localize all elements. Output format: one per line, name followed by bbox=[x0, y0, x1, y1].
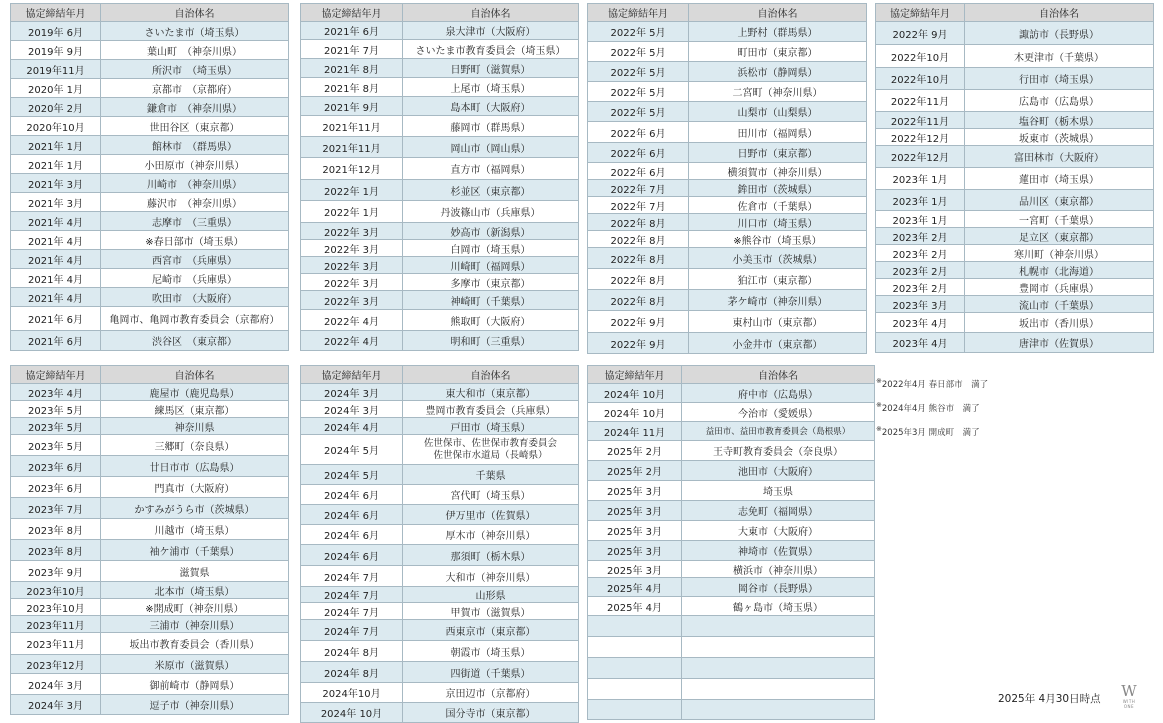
row-date: 2023年 2月 bbox=[876, 262, 965, 279]
row-date: 2024年 6月 bbox=[301, 505, 403, 525]
agreement-table-3 bbox=[587, 3, 867, 354]
row-date: 2025年 3月 bbox=[588, 481, 682, 501]
row-date: 2021年11月 bbox=[301, 116, 403, 137]
row-name: 藤岡市（群馬県） bbox=[403, 116, 579, 137]
row-date: 2022年 5月 bbox=[588, 62, 689, 82]
row-name: 塩谷町（栃木県） bbox=[965, 112, 1154, 129]
row-date: 2023年 5月 bbox=[11, 435, 101, 456]
row-name: 国分寺市（東京都） bbox=[403, 703, 579, 723]
row-date: 2022年 9月 bbox=[876, 22, 965, 45]
row-date: 2021年 7月 bbox=[301, 40, 403, 59]
row-name: 四街道（千葉県） bbox=[403, 662, 579, 683]
row-name: 坂東市（茨城県） bbox=[965, 129, 1154, 146]
row-date: 2024年 6月 bbox=[301, 545, 403, 566]
note-text: 2025年3月 開成町 満了 bbox=[881, 427, 980, 438]
row-date: 2020年 2月 bbox=[11, 98, 101, 117]
row-name: 吹田市 （大阪府） bbox=[101, 288, 289, 307]
row-date: 2022年 1月 bbox=[301, 201, 403, 223]
row-name: 京都市 （京都府） bbox=[101, 79, 289, 98]
row-name: ※開成町（神奈川県） bbox=[101, 599, 289, 616]
row-date: 2022年10月 bbox=[876, 68, 965, 90]
row-date: 2025年 3月 bbox=[588, 541, 682, 561]
row-name: 北本市（埼玉県） bbox=[101, 582, 289, 599]
row-name: 川口市（埼玉県） bbox=[689, 214, 867, 231]
row-date: 2025年 3月 bbox=[588, 501, 682, 521]
note-mark: ※ bbox=[876, 400, 882, 409]
expiry-notes bbox=[876, 371, 988, 442]
row-name: 茅ケ崎市（神奈川県） bbox=[689, 290, 867, 311]
row-name: 神埼市（佐賀県） bbox=[682, 541, 875, 561]
row-date: 2022年 1月 bbox=[301, 180, 403, 201]
row-date: 2023年 5月 bbox=[11, 418, 101, 435]
row-date: 2022年 6月 bbox=[588, 163, 689, 180]
row-name: 鶴ヶ島市（埼玉県） bbox=[682, 597, 875, 616]
row-date: 2022年11月 bbox=[876, 112, 965, 129]
row-name: 甲賀市（滋賀県） bbox=[403, 603, 579, 620]
row-name: 渋谷区 （東京都） bbox=[101, 331, 289, 351]
row-name: 尼崎市 （兵庫県） bbox=[101, 269, 289, 288]
header-municipality: 自治体名 bbox=[101, 366, 289, 384]
row-name: 神崎町（千葉県） bbox=[403, 291, 579, 310]
row-name: さいたま市（埼玉県） bbox=[101, 22, 289, 41]
row-name: 横須賀市（神奈川県） bbox=[689, 163, 867, 180]
row-name: 御前崎市（静岡県） bbox=[101, 674, 289, 695]
row-name: 三郷町（奈良県） bbox=[101, 435, 289, 456]
row-date: 2024年 10月 bbox=[301, 703, 403, 723]
row-date: 2020年10月 bbox=[11, 117, 101, 136]
row-name: 白岡市（埼玉県） bbox=[403, 240, 579, 257]
row-name: 足立区（東京都） bbox=[965, 228, 1154, 245]
row-name: 廿日市市（広島県） bbox=[101, 456, 289, 477]
row-date: 2023年 1月 bbox=[876, 190, 965, 211]
row-date: 2023年 7月 bbox=[11, 498, 101, 519]
row-date: 2019年 6月 bbox=[11, 22, 101, 41]
row-date: 2023年 2月 bbox=[876, 228, 965, 245]
row-date: 2023年12月 bbox=[11, 655, 101, 674]
row-name-line-1: 佐世保市、佐世保市教育委員会 bbox=[423, 437, 557, 449]
row-name: 妙高市（新潟県） bbox=[403, 223, 579, 240]
row-date: 2021年 6月 bbox=[11, 307, 101, 331]
as-of-date: 2025年 4月30日時点 bbox=[998, 693, 1101, 705]
row-name: 日野町（滋賀県） bbox=[403, 59, 579, 78]
row-date: 2023年 6月 bbox=[11, 456, 101, 477]
row-name: 豊岡市（兵庫県） bbox=[965, 279, 1154, 296]
row-date: 2021年 8月 bbox=[301, 59, 403, 78]
row-name: 袖ケ浦市（千葉県） bbox=[101, 540, 289, 561]
row-name: 王寺町教育委員会（奈良県） bbox=[682, 441, 875, 461]
row-name: 鎌倉市 （神奈川県） bbox=[101, 98, 289, 117]
row-date: 2024年 11月 bbox=[588, 422, 682, 441]
row-date: 2022年 7月 bbox=[588, 180, 689, 197]
row-date: 2023年 6月 bbox=[11, 477, 101, 498]
row-name: 坂出市（香川県） bbox=[965, 313, 1154, 333]
row-name bbox=[403, 435, 579, 465]
row-date: 2022年 5月 bbox=[588, 22, 689, 42]
header-municipality: 自治体名 bbox=[403, 4, 579, 22]
row-name: 田川市（福岡県） bbox=[689, 122, 867, 143]
row-date bbox=[588, 658, 682, 679]
row-date: 2022年 3月 bbox=[301, 240, 403, 257]
row-date: 2021年 4月 bbox=[11, 212, 101, 231]
row-name: 東大和市（東京都） bbox=[403, 384, 579, 401]
row-date: 2024年 3月 bbox=[11, 674, 101, 695]
header-year-month: 協定締結年月 bbox=[301, 366, 403, 384]
row-name: 流山市（千葉県） bbox=[965, 296, 1154, 313]
row-date: 2022年 5月 bbox=[588, 42, 689, 62]
note-mark: ※ bbox=[876, 424, 882, 433]
row-name: 山梨市（山梨県） bbox=[689, 102, 867, 122]
row-name: 鉾田市（茨城県） bbox=[689, 180, 867, 197]
row-date: 2023年 8月 bbox=[11, 540, 101, 561]
row-date: 2022年10月 bbox=[876, 45, 965, 68]
header-municipality: 自治体名 bbox=[101, 4, 289, 22]
row-name: 直方市（福岡県） bbox=[403, 158, 579, 180]
row-name: 丹波篠山市（兵庫県） bbox=[403, 201, 579, 223]
header-year-month: 協定締結年月 bbox=[11, 366, 101, 384]
logo-subtext: WITH ONE bbox=[1122, 699, 1136, 709]
row-name: 札幌市（北海道） bbox=[965, 262, 1154, 279]
header-year-month: 協定締結年月 bbox=[588, 366, 682, 384]
brand-logo bbox=[1118, 684, 1140, 710]
row-name: 滋賀県 bbox=[101, 561, 289, 582]
row-name: 岡谷市（長野県） bbox=[682, 578, 875, 597]
row-date bbox=[588, 700, 682, 720]
row-date: 2021年12月 bbox=[301, 158, 403, 180]
row-date: 2021年 6月 bbox=[11, 331, 101, 351]
row-name: 小美玉市（茨城県） bbox=[689, 248, 867, 269]
agreement-table-5 bbox=[10, 365, 289, 715]
row-date: 2024年 5月 bbox=[301, 465, 403, 485]
row-date bbox=[588, 637, 682, 658]
row-name: 宮代町（埼玉県） bbox=[403, 485, 579, 505]
header-year-month: 協定締結年月 bbox=[11, 4, 101, 22]
row-name: 小金井市（東京都） bbox=[689, 333, 867, 354]
row-name: ※春日部市（埼玉県） bbox=[101, 231, 289, 250]
header-municipality: 自治体名 bbox=[689, 4, 867, 22]
row-name-line-2: 佐世保市水道局（長崎県） bbox=[433, 449, 548, 461]
row-name: 品川区（東京都） bbox=[965, 190, 1154, 211]
row-date: 2021年 4月 bbox=[11, 250, 101, 269]
row-date: 2021年 4月 bbox=[11, 288, 101, 307]
logo-letter: W bbox=[1121, 682, 1137, 700]
row-name: 町田市（東京都） bbox=[689, 42, 867, 62]
row-date: 2021年 3月 bbox=[11, 174, 101, 193]
row-name: 杉並区（東京都） bbox=[403, 180, 579, 201]
row-date: 2024年 10月 bbox=[588, 384, 682, 403]
row-name: 西宮市 （兵庫県） bbox=[101, 250, 289, 269]
row-name: 鹿屋市（鹿児島県） bbox=[101, 384, 289, 401]
note-item bbox=[876, 371, 988, 395]
row-date: 2024年 3月 bbox=[11, 695, 101, 715]
row-date: 2024年 6月 bbox=[301, 485, 403, 505]
header-year-month: 協定締結年月 bbox=[588, 4, 689, 22]
row-name: 川崎町（福岡県） bbox=[403, 257, 579, 274]
row-date: 2025年 4月 bbox=[588, 597, 682, 616]
row-name: 逗子市（神奈川県） bbox=[101, 695, 289, 715]
note-text: 2024年4月 熊谷市 満了 bbox=[881, 403, 980, 414]
row-date: 2021年 8月 bbox=[301, 78, 403, 97]
row-name: 葉山町 （神奈川県） bbox=[101, 41, 289, 60]
row-date: 2022年 4月 bbox=[301, 331, 403, 351]
row-date: 2022年 9月 bbox=[588, 311, 689, 333]
row-date: 2023年 8月 bbox=[11, 519, 101, 540]
row-date: 2023年 4月 bbox=[11, 384, 101, 401]
row-date: 2024年 4月 bbox=[301, 418, 403, 435]
row-date: 2023年 4月 bbox=[876, 333, 965, 353]
row-name: 伊万里市（佐賀県） bbox=[403, 505, 579, 525]
row-date: 2022年 7月 bbox=[588, 197, 689, 214]
row-name: 上野村（群馬県） bbox=[689, 22, 867, 42]
note-text: 2022年4月 春日部市 満了 bbox=[881, 379, 989, 390]
row-date: 2023年 3月 bbox=[876, 296, 965, 313]
note-mark: ※ bbox=[876, 377, 882, 385]
row-date: 2024年 10月 bbox=[588, 403, 682, 422]
row-name: 川崎市 （神奈川県） bbox=[101, 174, 289, 193]
row-name: かすみがうら市（茨城県） bbox=[101, 498, 289, 519]
row-date: 2024年 7月 bbox=[301, 566, 403, 587]
row-date: 2022年 3月 bbox=[301, 223, 403, 240]
row-name: 横浜市（神奈川県） bbox=[682, 561, 875, 578]
row-name: 大東市（大阪府） bbox=[682, 521, 875, 541]
row-date: 2025年 3月 bbox=[588, 561, 682, 578]
agreement-table-1 bbox=[10, 3, 289, 351]
row-date: 2020年 1月 bbox=[11, 79, 101, 98]
row-name: 厚木市（神奈川県） bbox=[403, 525, 579, 545]
row-date: 2025年 2月 bbox=[588, 441, 682, 461]
row-name: 寒川町（神奈川県） bbox=[965, 245, 1154, 262]
row-name: 館林市 （群馬県） bbox=[101, 136, 289, 155]
row-name: 益田市、益田市教育委員会（島根県） bbox=[682, 422, 875, 441]
row-name: 広島市（広島県） bbox=[965, 90, 1154, 112]
row-name: 二宮町（神奈川県） bbox=[689, 82, 867, 102]
row-date: 2023年 1月 bbox=[876, 168, 965, 190]
row-name: さいたま市教育委員会（埼玉県） bbox=[403, 40, 579, 59]
row-date bbox=[588, 616, 682, 637]
row-date: 2021年 3月 bbox=[11, 193, 101, 212]
row-name bbox=[682, 700, 875, 720]
row-name: 富田林市（大阪府） bbox=[965, 146, 1154, 168]
row-date: 2021年 1月 bbox=[11, 155, 101, 174]
header-municipality: 自治体名 bbox=[403, 366, 579, 384]
agreement-table-2 bbox=[300, 3, 579, 351]
row-name: 山形県 bbox=[403, 587, 579, 603]
row-name: 唐津市（佐賀県） bbox=[965, 333, 1154, 353]
row-name bbox=[682, 658, 875, 679]
row-name: 三浦市（神奈川県） bbox=[101, 616, 289, 633]
row-name: 藤沢市 （神奈川県） bbox=[101, 193, 289, 212]
row-date: 2024年 5月 bbox=[301, 435, 403, 465]
row-date: 2019年11月 bbox=[11, 60, 101, 79]
row-name: 京田辺市（京都府） bbox=[403, 683, 579, 703]
row-name: 亀岡市、亀岡市教育委員会（京都府） bbox=[101, 307, 289, 331]
row-date: 2023年 2月 bbox=[876, 245, 965, 262]
row-name: 島本町（大阪府） bbox=[403, 97, 579, 116]
row-name: 小田原市（神奈川県） bbox=[101, 155, 289, 174]
row-name: 池田市（大阪府） bbox=[682, 461, 875, 481]
row-date: 2024年 8月 bbox=[301, 662, 403, 683]
agreement-table-7 bbox=[587, 365, 875, 720]
row-date: 2023年10月 bbox=[11, 582, 101, 599]
row-date: 2022年 5月 bbox=[588, 82, 689, 102]
header-year-month: 協定締結年月 bbox=[876, 4, 965, 22]
row-date: 2024年10月 bbox=[301, 683, 403, 703]
row-date: 2023年 5月 bbox=[11, 401, 101, 418]
row-date: 2022年 6月 bbox=[588, 143, 689, 163]
row-name: 大和市（神奈川県） bbox=[403, 566, 579, 587]
row-name bbox=[682, 616, 875, 637]
row-date: 2025年 4月 bbox=[588, 578, 682, 597]
row-date: 2022年12月 bbox=[876, 146, 965, 168]
row-name: 坂出市教育委員会（香川県） bbox=[101, 633, 289, 655]
row-name: 狛江市（東京都） bbox=[689, 269, 867, 290]
row-name: 日野市（東京都） bbox=[689, 143, 867, 163]
row-name bbox=[682, 637, 875, 658]
row-name: 木更津市（千葉県） bbox=[965, 45, 1154, 68]
row-date: 2021年 4月 bbox=[11, 269, 101, 288]
header-municipality: 自治体名 bbox=[682, 366, 875, 384]
row-date: 2025年 3月 bbox=[588, 521, 682, 541]
row-date: 2023年10月 bbox=[11, 599, 101, 616]
note-item bbox=[876, 419, 988, 443]
row-date: 2022年 3月 bbox=[301, 257, 403, 274]
row-date: 2023年 2月 bbox=[876, 279, 965, 296]
row-date: 2024年 3月 bbox=[301, 401, 403, 418]
row-name: 岡山市（岡山県） bbox=[403, 137, 579, 158]
row-date: 2021年 6月 bbox=[301, 22, 403, 40]
row-name: 門真市（大阪府） bbox=[101, 477, 289, 498]
row-name: 所沢市 （埼玉県） bbox=[101, 60, 289, 79]
row-name: 諏訪市（長野県） bbox=[965, 22, 1154, 45]
row-name: 川越市（埼玉県） bbox=[101, 519, 289, 540]
row-date: 2024年 3月 bbox=[301, 384, 403, 401]
row-date: 2025年 2月 bbox=[588, 461, 682, 481]
note-item bbox=[876, 395, 988, 419]
row-name: 上尾市（埼玉県） bbox=[403, 78, 579, 97]
header-municipality: 自治体名 bbox=[965, 4, 1154, 22]
row-name: 明和町（三重県） bbox=[403, 331, 579, 351]
row-date: 2022年 3月 bbox=[301, 274, 403, 291]
row-date: 2021年 1月 bbox=[11, 136, 101, 155]
row-name: 佐倉市（千葉県） bbox=[689, 197, 867, 214]
row-name: 千葉県 bbox=[403, 465, 579, 485]
row-date: 2023年 1月 bbox=[876, 211, 965, 228]
row-name: 泉大津市（大阪府） bbox=[403, 22, 579, 40]
row-date: 2024年 8月 bbox=[301, 641, 403, 662]
row-name: 戸田市（埼玉県） bbox=[403, 418, 579, 435]
row-name: 浜松市（静岡県） bbox=[689, 62, 867, 82]
row-name: 練馬区（東京都） bbox=[101, 401, 289, 418]
row-date: 2024年 7月 bbox=[301, 620, 403, 641]
row-date: 2021年 4月 bbox=[11, 231, 101, 250]
row-name: 蓮田市（埼玉県） bbox=[965, 168, 1154, 190]
row-name: 朝霞市（埼玉県） bbox=[403, 641, 579, 662]
row-name bbox=[682, 679, 875, 700]
row-name: 志摩市 （三重県） bbox=[101, 212, 289, 231]
row-name: ※熊谷市（埼玉県） bbox=[689, 231, 867, 248]
row-date: 2022年 6月 bbox=[588, 122, 689, 143]
row-name: 行田市（埼玉県） bbox=[965, 68, 1154, 90]
row-date: 2022年 5月 bbox=[588, 102, 689, 122]
row-name: 熊取町（大阪府） bbox=[403, 310, 579, 331]
agreement-table-4 bbox=[875, 3, 1154, 353]
row-date: 2022年11月 bbox=[876, 90, 965, 112]
row-date: 2023年 9月 bbox=[11, 561, 101, 582]
row-date: 2022年 8月 bbox=[588, 248, 689, 269]
row-date: 2022年12月 bbox=[876, 129, 965, 146]
row-name: 埼玉県 bbox=[682, 481, 875, 501]
row-name: 神奈川県 bbox=[101, 418, 289, 435]
row-name: 世田谷区（東京都） bbox=[101, 117, 289, 136]
row-date: 2023年11月 bbox=[11, 616, 101, 633]
header-year-month: 協定締結年月 bbox=[301, 4, 403, 22]
row-date: 2024年 7月 bbox=[301, 603, 403, 620]
row-name: 府中市（広島県） bbox=[682, 384, 875, 403]
row-date: 2022年 9月 bbox=[588, 333, 689, 354]
row-name: 西東京市（東京都） bbox=[403, 620, 579, 641]
row-date: 2022年 8月 bbox=[588, 214, 689, 231]
row-date: 2023年 4月 bbox=[876, 313, 965, 333]
row-date: 2024年 6月 bbox=[301, 525, 403, 545]
row-date: 2022年 3月 bbox=[301, 291, 403, 310]
row-name: 豊岡市教育委員会（兵庫県） bbox=[403, 401, 579, 418]
row-name: 一宮町（千葉県） bbox=[965, 211, 1154, 228]
row-name: 多摩市（東京都） bbox=[403, 274, 579, 291]
row-name: 米原市（滋賀県） bbox=[101, 655, 289, 674]
row-date: 2022年 4月 bbox=[301, 310, 403, 331]
row-name: 志免町（福岡県） bbox=[682, 501, 875, 521]
row-date: 2019年 9月 bbox=[11, 41, 101, 60]
agreement-table-6 bbox=[300, 365, 579, 723]
row-name: 那須町（栃木県） bbox=[403, 545, 579, 566]
row-name: 東村山市（東京都） bbox=[689, 311, 867, 333]
row-date: 2021年11月 bbox=[301, 137, 403, 158]
row-date: 2023年11月 bbox=[11, 633, 101, 655]
row-date: 2022年 8月 bbox=[588, 231, 689, 248]
row-date bbox=[588, 679, 682, 700]
row-date: 2021年 9月 bbox=[301, 97, 403, 116]
row-date: 2022年 8月 bbox=[588, 290, 689, 311]
row-date: 2024年 7月 bbox=[301, 587, 403, 603]
row-name: 今治市（愛媛県） bbox=[682, 403, 875, 422]
row-date: 2022年 8月 bbox=[588, 269, 689, 290]
